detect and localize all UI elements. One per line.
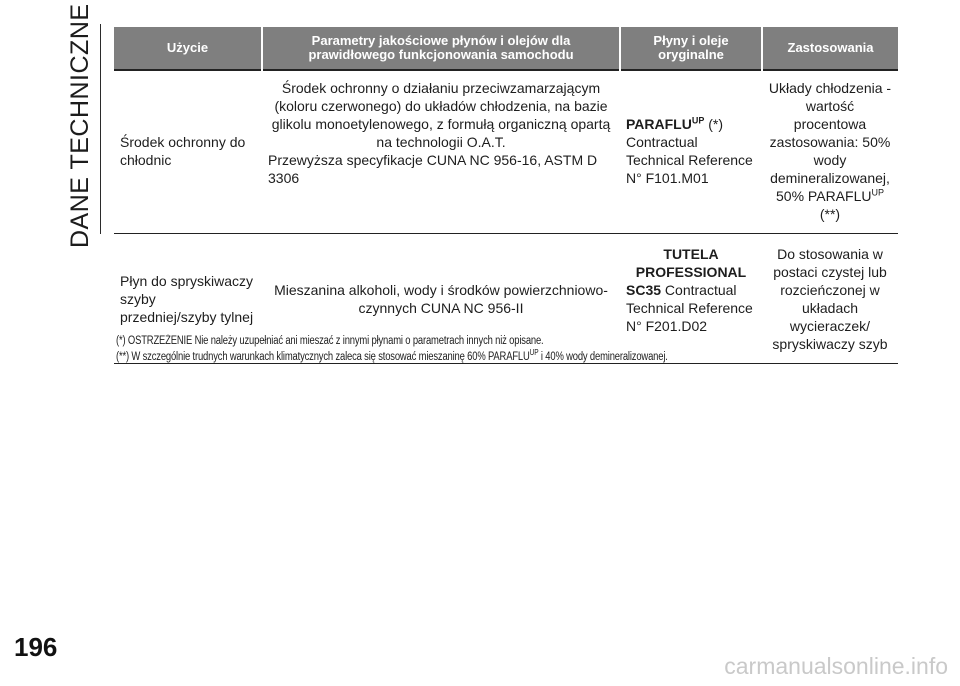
footnote-2-end: i 40% wody demineralizowanej. — [538, 351, 668, 363]
product-name: PARAFLU — [626, 116, 692, 132]
watermark: carmanualsonline.info — [724, 653, 948, 679]
header-parameters-line1: Parametry jakościowe płynów i olejów dla — [311, 33, 571, 48]
footnote-2-superscript: UP — [529, 348, 539, 358]
section-title-text: DANE TECHNICZNE — [66, 3, 94, 248]
application-cell: Do stosowania w postaci czystej lub rozcieńczonej w układach wycieraczek/ spryskiwaczy szyb — [762, 234, 898, 364]
application-cell — [762, 71, 898, 234]
parameters-cell: Mieszanina alkoholi, wody i środków powierzchniowo-czynnych CUNA NC 956-II — [262, 234, 620, 364]
specification-table — [114, 27, 898, 364]
parameters-cell — [262, 71, 620, 234]
footnote-1: (*) OSTRZEŻENIE Nie należy uzupełniać ani mieszać z innymi płynami o parametrach innych niż opisane. — [116, 335, 544, 347]
footnotes — [116, 333, 916, 365]
header-application: Zastosowania — [762, 27, 898, 70]
original-fluid-cell — [620, 71, 762, 234]
section-divider — [100, 24, 101, 234]
header-original-line2: oryginalne — [658, 47, 724, 62]
application-text: Układy chłodzenia - wartość procentowa zastosowania: 50% wody demineralizowanej, 50% PARAFLU — [768, 80, 892, 204]
product-name-line3: SC35 — [626, 282, 662, 298]
header-parameters — [262, 27, 620, 70]
product-reference-lead: Contractual — [664, 282, 737, 298]
header-original-fluids — [620, 27, 762, 70]
product-reference: Contractual Technical Reference N° F101.M01 — [626, 134, 753, 186]
application-superscript: UP — [871, 187, 884, 198]
product-name-line1: TUTELA — [663, 246, 719, 262]
product-note-mark: (*) — [708, 116, 724, 132]
footnote-2 — [116, 349, 772, 365]
usage-cell: Płyn do spryskiwaczy szyby przedniej/szyby tylnej — [114, 234, 262, 364]
parameters-spec: Przewyższa specyfikacje CUNA NC 956-16, ASTM D 3306 — [268, 152, 598, 186]
product-name-line2: PROFESSIONAL — [635, 264, 747, 280]
page-number: 196 — [14, 632, 58, 662]
header-usage: Użycie — [114, 27, 262, 70]
table-header-row — [114, 27, 898, 70]
header-original-line1: Płyny i oleje — [653, 33, 729, 48]
product-reference: Technical Reference N° F201.D02 — [626, 300, 753, 334]
table-row — [114, 71, 898, 234]
section-title — [62, 3, 102, 252]
footnote-2-text: (**) W szczególnie trudnych warunkach klimatycznych zaleca się stosować mieszaninę 60% PARAFLU — [116, 351, 530, 363]
parameters-text: Środek ochronny o działaniu przeciwzamarzającym (koloru czerwonego) do układów chłodzenia, na bazie glikolu monoetylenowego, z formułą organiczną opartą na technologii O.A.T. — [271, 80, 611, 150]
usage-cell: Środek ochronny do chłodnic — [114, 71, 262, 234]
header-parameters-line2: prawidłowego funkcjonowania samochodu — [308, 47, 574, 62]
product-superscript: UP — [691, 115, 705, 126]
application-note-mark: (**) — [819, 206, 841, 222]
